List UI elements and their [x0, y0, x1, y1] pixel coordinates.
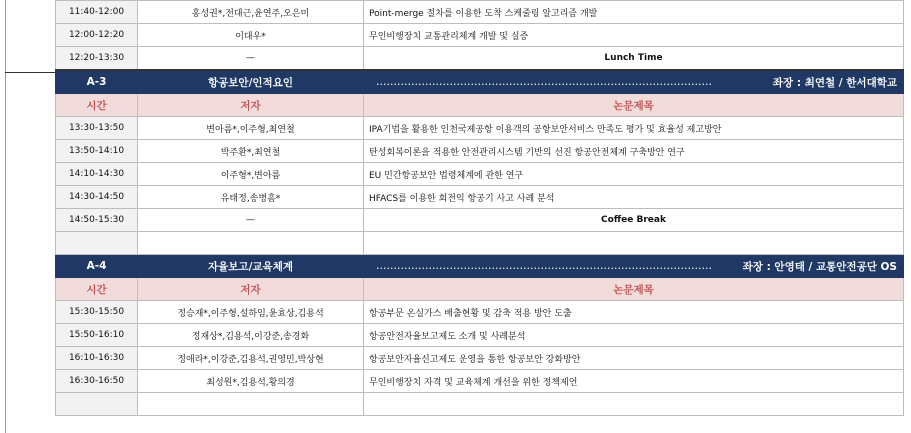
empty-cell [138, 393, 364, 416]
empty-cell [56, 232, 138, 255]
time-cell: 16:10-16:30 [56, 347, 138, 370]
header-author: 저자 [138, 94, 364, 117]
table-row [56, 186, 904, 209]
title-cell: 항공안전자율보고제도 소개 및 사례분석 [364, 324, 904, 347]
title-cell: Point-merge 절차를 이용한 도착 스케줄링 알고리즘 개발 [364, 1, 904, 24]
time-cell: 14:10-14:30 [56, 163, 138, 186]
author-cell: 이대우* [138, 24, 364, 47]
session-header-a4 [56, 255, 904, 278]
title-cell: 무인비행장치 자격 및 교육체계 개선을 위한 정책제언 [364, 370, 904, 393]
time-cell: 12:00-12:20 [56, 24, 138, 47]
empty-cell [364, 393, 904, 416]
empty-cell [364, 232, 904, 255]
table-row [56, 140, 904, 163]
session-header-a3 [56, 70, 904, 94]
dash-cell: — [138, 209, 364, 232]
table-row [56, 370, 904, 393]
author-cell: 이주형*,변아름 [138, 163, 364, 186]
spacer-row [56, 232, 904, 255]
session-chair-cell [364, 70, 904, 94]
author-cell: 홍성권*,전대근,윤연주,오은미 [138, 1, 364, 24]
schedule-table [55, 0, 904, 416]
header-title: 논문제목 [364, 278, 904, 301]
time-cell: 13:30-13:50 [56, 117, 138, 140]
author-cell: 정승재*,이주형,설하임,윤효상,김용석 [138, 301, 364, 324]
author-cell: 최성원*,김용석,황의경 [138, 370, 364, 393]
time-cell: 15:30-15:50 [56, 301, 138, 324]
table-row [56, 301, 904, 324]
title-cell: 항공부문 온실가스 배출현황 및 감축 적용 방안 도출 [364, 301, 904, 324]
session-title: 자율보고/교육체계 [138, 255, 364, 278]
session-chair: 좌장 : 최연철 / 한서대학교 [772, 76, 897, 89]
column-header-row [56, 278, 904, 301]
session-id: A-4 [56, 255, 138, 278]
author-cell: 유태정,송병흠* [138, 186, 364, 209]
header-title: 논문제목 [364, 94, 904, 117]
session-chair: 좌장 : 안영태 / 교통안전공단 OS [742, 260, 897, 273]
author-cell: 박주환*,최연철 [138, 140, 364, 163]
spacer-row [56, 393, 904, 416]
empty-cell [138, 232, 364, 255]
title-cell: EU 민간항공보안 법령체계에 관한 연구 [364, 163, 904, 186]
time-cell: 15:50-16:10 [56, 324, 138, 347]
leader-dots: …………………………………………………………………………………… [376, 260, 712, 272]
table-row [56, 324, 904, 347]
header-author: 저자 [138, 278, 364, 301]
header-time: 시간 [56, 278, 138, 301]
session-chair-cell [364, 255, 904, 278]
time-cell: 13:50-14:10 [56, 140, 138, 163]
title-cell: 항공보안자율신고제도 운영을 통한 항공보안 강화방안 [364, 347, 904, 370]
table-row [56, 163, 904, 186]
author-cell: 변아름*,이주형,최연철 [138, 117, 364, 140]
lunch-label: Lunch Time [364, 47, 904, 71]
title-cell: IPA기법을 활용한 인천국제공항 이용객의 공항보안서비스 만족도 평가 및 효율성 제고방안 [364, 117, 904, 140]
column-header-row [56, 94, 904, 117]
title-cell: 무인비행장치 교통관리체계 개발 및 실증 [364, 24, 904, 47]
section-divider [5, 72, 57, 73]
author-cell: 정애라*,이강준,김용석,권영민,박상현 [138, 347, 364, 370]
header-time: 시간 [56, 94, 138, 117]
table-row [56, 117, 904, 140]
table-row [56, 347, 904, 370]
time-cell: 16:30-16:50 [56, 370, 138, 393]
title-cell: HFACS를 이용한 회전익 항공기 사고 사례 분석 [364, 186, 904, 209]
session-title: 항공보안/인적요인 [138, 70, 364, 94]
left-margin-column [5, 0, 56, 433]
session-id: A-3 [56, 70, 138, 94]
dash-cell: — [138, 47, 364, 71]
title-cell: 탄성회복이론을 적용한 안전관리시스템 기반의 선진 항공안전체계 구축방안 연구 [364, 140, 904, 163]
time-cell: 14:50-15:30 [56, 209, 138, 232]
table-row [56, 24, 904, 47]
lunch-row [56, 47, 904, 71]
time-cell: 11:40-12:00 [56, 1, 138, 24]
time-cell: 12:20-13:30 [56, 47, 138, 71]
leader-dots: …………………………………………………………………………………… [376, 76, 712, 88]
author-cell: 정재상*,김용석,이강준,송경화 [138, 324, 364, 347]
coffee-break-row [56, 209, 904, 232]
time-cell: 14:30-14:50 [56, 186, 138, 209]
empty-cell [56, 393, 138, 416]
break-label: Coffee Break [364, 209, 904, 232]
table-row [56, 1, 904, 24]
